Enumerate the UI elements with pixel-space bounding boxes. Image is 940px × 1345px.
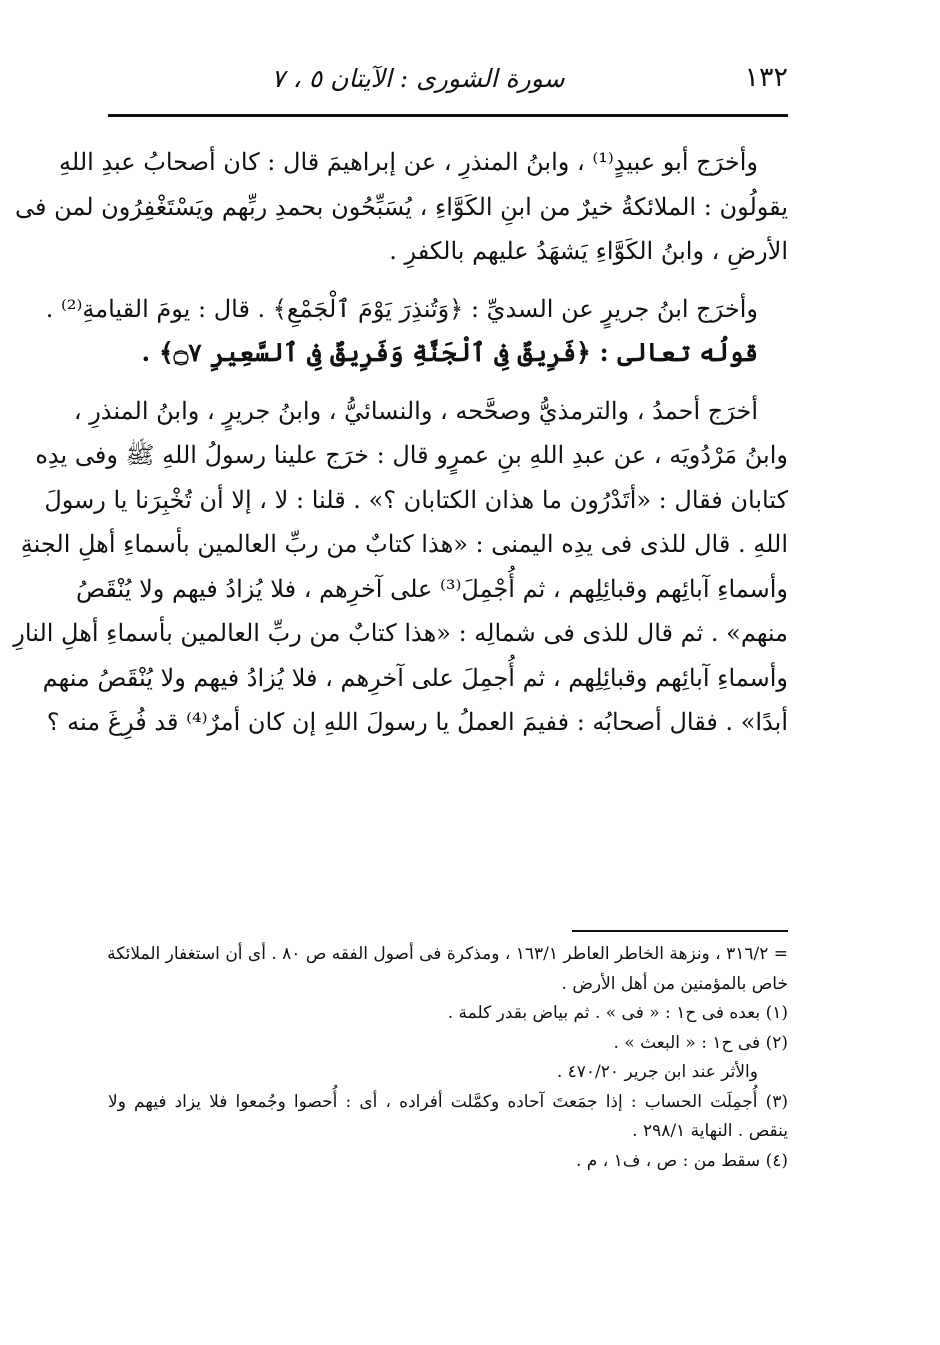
paragraph-gap bbox=[108, 376, 788, 389]
footnote-line: = ٣١٦/٢ ، ونزهة الخاطر العاطر ١٦٣/١ ، ومذكرة فى أصول الفقه ص ٨٠ . أى أن استغفار الملائكة bbox=[107, 944, 788, 964]
header-rule bbox=[108, 114, 788, 117]
body-line: وأسماءِ آبائِهم وقبائِلِهم ، ثم أُجْمِلَ⁽³⁾ على آخرِهم ، فلا يُزادُ فيهم ولا يُنْقَصُ bbox=[76, 574, 788, 603]
body-line: وأسماءِ آبائِهم وقبائِلِهم ، ثم أُجمِلَ على آخرِهم ، فلا يُزادُ فيهم ولا يُنْقَصُ منهم bbox=[42, 663, 788, 692]
page-number: ١٣٢ bbox=[744, 62, 788, 93]
body-line: اللهِ . قال للذى فى يدِه اليمنى : «هذا كتابٌ من ربِّ العالمين بأسماءِ أهلِ الجنةِ bbox=[20, 530, 788, 558]
footnote-line: ينقص . النهاية ٢٩٨/١ . bbox=[632, 1121, 788, 1141]
body-line: منهم» . ثم قال للذى فى شمالِه : «هذا كتابٌ من ربِّ العالمين بأسماءِ أهلِ النارِ bbox=[13, 619, 788, 647]
paragraph-gap bbox=[108, 274, 788, 287]
footnote-line: (٣) أُجمِلَت الحساب : إذا جمَعتَ آحاده وكمَّلت أفراده ، أى : أُحصوا وجُمعوا فلا يزاد فيهم ولا bbox=[108, 1091, 788, 1112]
footnote-rule bbox=[572, 930, 788, 932]
footnote-line: (١) بعده فى ح١ : « فى » . ثم بياض بقدر كلمة . bbox=[447, 1003, 788, 1023]
footnotes bbox=[108, 940, 788, 1176]
verse-heading: قولُه تعالى : ﴿فَرِيقٌ فِى ٱلْجَنَّةِ وَفَرِيقٌ فِى ٱلسَّعِيرِ ۝٧﴾ . bbox=[141, 338, 758, 367]
body-line: يقولُون : الملائكةُ خيرٌ من ابنِ الكَوَّاءِ ، يُسَبِّحُون بحمدِ ربِّهم ويَسْتَغْفِرُون لمن فى bbox=[14, 192, 788, 221]
body-line: وابنُ مَرْدُويَه ، عن عبدِ اللهِ بنِ عمرٍو قال : خرَج علينا رسولُ اللهِ ﷺ وفى يدِه bbox=[35, 441, 788, 469]
body-line: وأخرَج ابنُ جريرٍ عن السديِّ : ﴿وَتُنذِرَ يَوْمَ ٱلْجَمْعِ﴾ . قال : يومَ القيامةِ⁽²⁾ . bbox=[45, 294, 758, 323]
body-line: الأرضِ ، وابنُ الكَوَّاءِ يَشهَدُ عليهم بالكفرِ . bbox=[389, 237, 788, 265]
footnote-line: (٢) فى ح١ : « البعث » . bbox=[613, 1032, 788, 1053]
running-title: سورة الشورى : الآيتان ٥ ، ٧ bbox=[271, 64, 565, 93]
body-line: كتابان فقال : «أتَدْرُون ما هذان الكتابان ؟» . قلنا : لا ، إلا أن تُخْبِرَنا يا رسولَ bbox=[44, 485, 788, 514]
body-text bbox=[13, 140, 788, 745]
page-header bbox=[108, 60, 788, 104]
body-line: وأخرَج أبو عبيدٍ⁽¹⁾ ، وابنُ المنذرِ ، عن إبراهيمَ قال : كان أصحابُ عبدِ اللهِ bbox=[59, 148, 758, 176]
footnote-line: (٤) سقط من : ص ، ف١ ، م . bbox=[575, 1150, 788, 1171]
body-line: أبدًا» . فقال أصحابُه : ففيمَ العملُ يا رسولَ اللهِ إن كان أمرٌ⁽⁴⁾ قد فُرِغَ منه ؟ bbox=[46, 708, 788, 736]
footnote-line: والأثر عند ابن جرير ٤٧٠/٢٠ . bbox=[556, 1062, 758, 1082]
footnote-line: خاص بالمؤمنين من أهل الأرض . bbox=[561, 973, 788, 994]
body-line: أخرَج أحمدُ ، والترمذيُّ وصحَّحه ، والنسائيُّ ، وابنُ جريرٍ ، وابنُ المنذرِ ، bbox=[73, 396, 758, 425]
